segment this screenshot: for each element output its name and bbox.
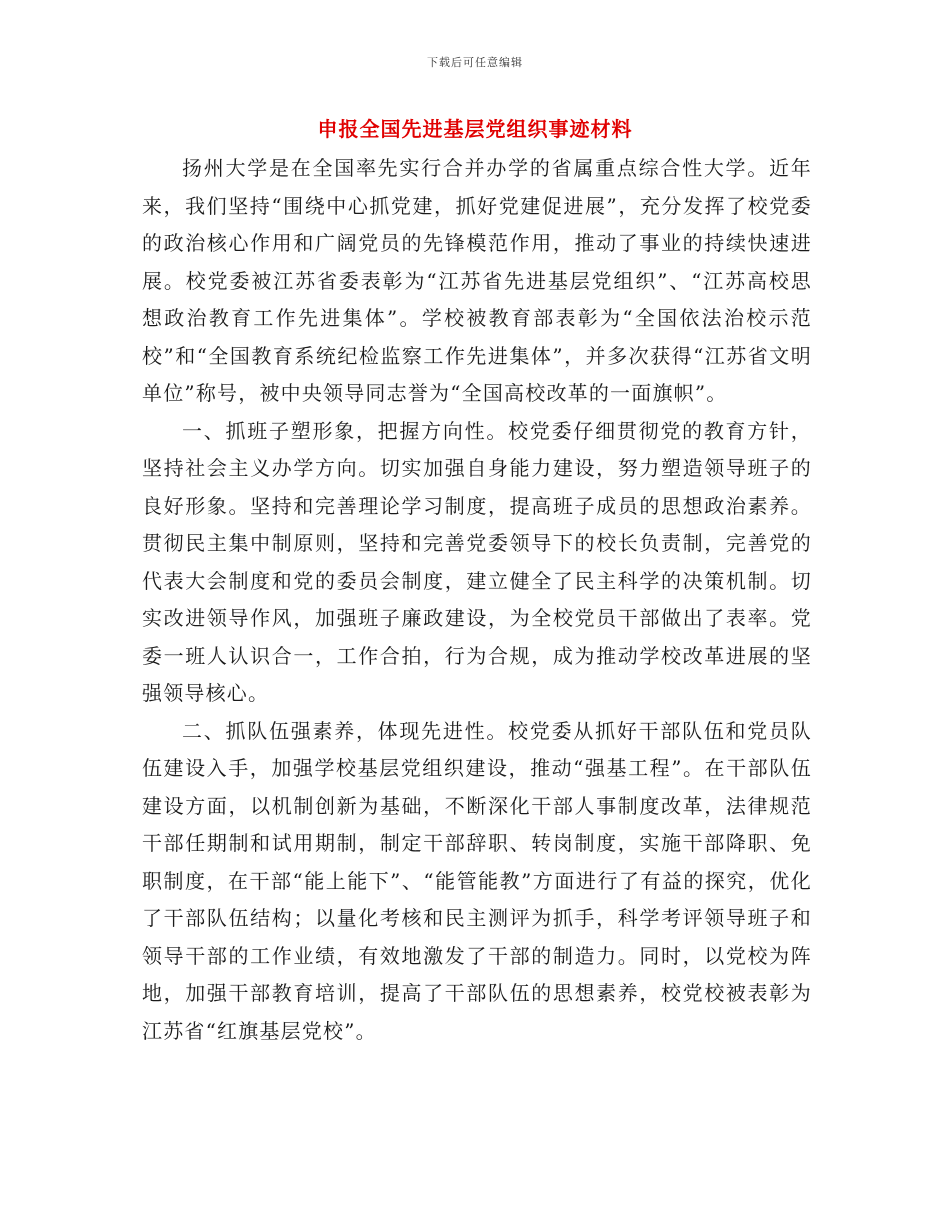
header-note: 下载后可任意编辑 (427, 56, 523, 69)
document-body (142, 150, 812, 1050)
paragraph-intro: 扬州大学是在全国率先实行合并办学的省属重点综合性大学。近年来，我们坚持“围绕中心抓党建，抓好党建促进展”，充分发挥了校党委的政治核心作用和广阔党员的先锋模范作用，推动了事业的持续快速进展。校党委被江苏省委表彰为“江苏省先进基层党组织”、“江苏高校思想政治教育工作先进集体”。学校被教育部表彰为“全国依法治校示范校”和“全国教育系统纪检监察工作先进集体”，并多次获得“江苏省文明单位”称号，被中央领导同志誉为“全国高校改革的一面旗帜”。 (142, 156, 812, 405)
document-title: 申报全国先进基层党组织事迹材料 (317, 117, 633, 141)
paragraph-section-2: 二、抓队伍强素养，体现先进性。校党委从抓好干部队伍和党员队伍建设入手，加强学校基层党组织建设，推动“强基工程”。在干部队伍建设方面，以机制创新为基础，不断深化干部人事制度改革，法律规范干部任期制和试用期制，制定干部辞职、转岗制度，实施干部降职、免职制度，在干部“能上能下”、“能管能教”方面进行了有益的探究，优化了干部队伍结构；以量化考核和民主测评为抓手，科学考评领导班子和领导干部的工作业绩，有效地激发了干部的制造力。同时，以党校为阵地，加强干部教育培训，提高了干部队伍的思想素养，校党校被表彰为江苏省“红旗基层党校”。 (142, 718, 812, 1043)
paragraph-section-1: 一、抓班子塑形象，把握方向性。校党委仔细贯彻党的教育方针，坚持社会主义办学方向。切实加强自身能力建设，努力塑造领导班子的良好形象。坚持和完善理论学习制度，提高班子成员的思想政治素养。贯彻民主集中制原则，坚持和完善党委领导下的校长负责制，完善党的代表大会制度和党的委员会制度，建立健全了民主科学的决策机制。切实改进领导作风，加强班子廉政建设，为全校党员干部做出了表率。党委一班人认识合一，工作合拍，行为合规，成为推动学校改革进展的坚强领导核心。 (142, 418, 812, 705)
